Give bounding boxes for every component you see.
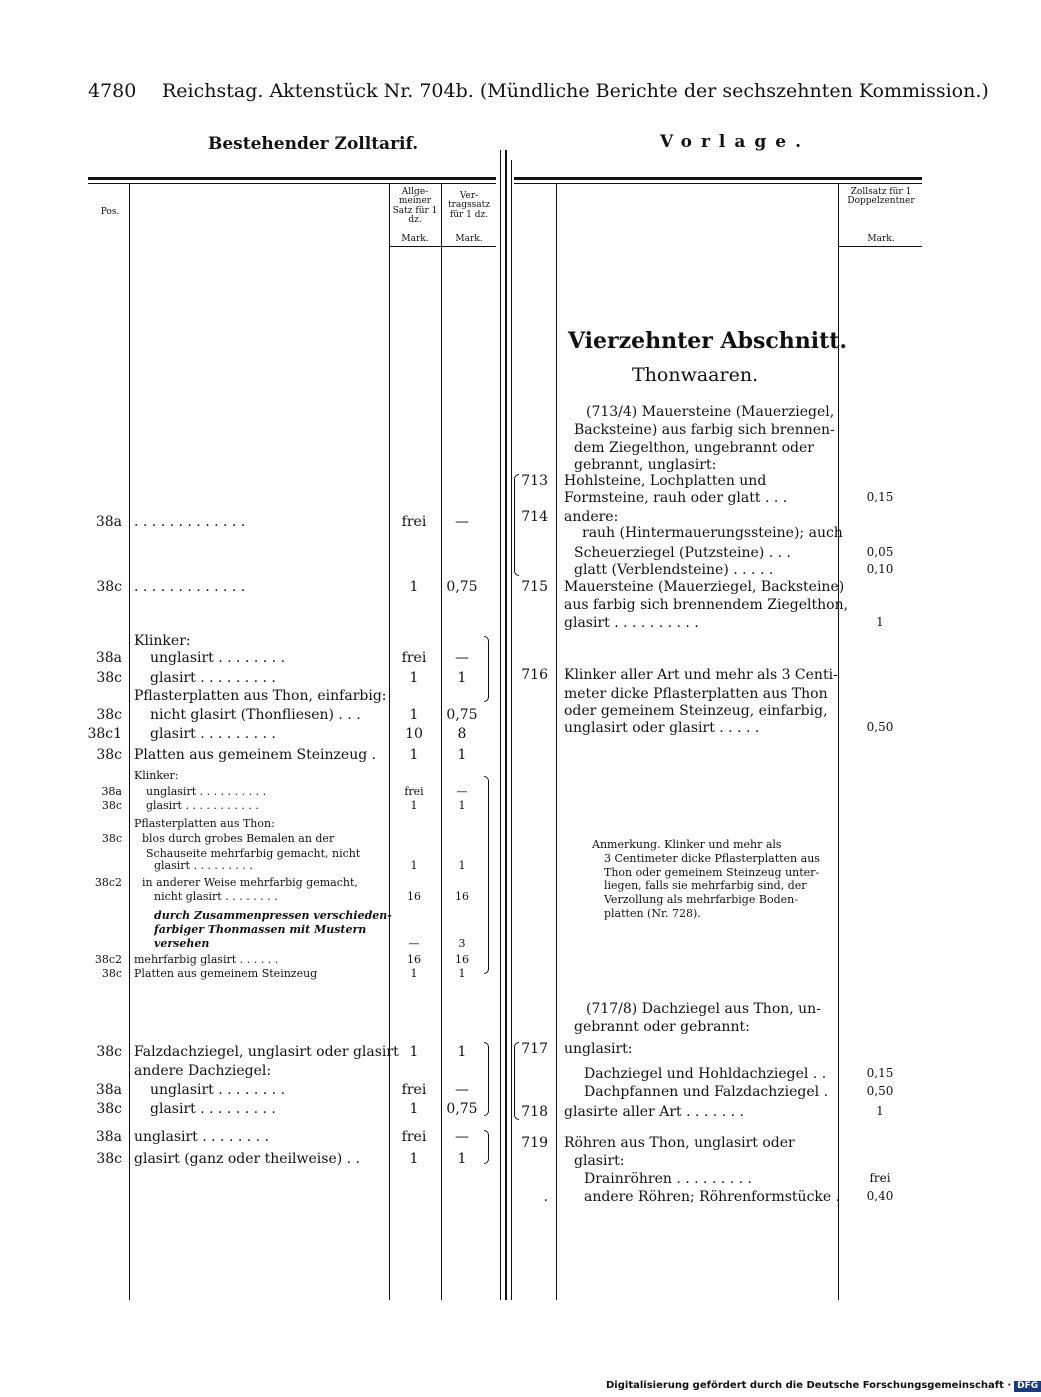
col-treaty-header: Ver-tragssatz für 1 dz.	[447, 191, 490, 220]
row-text: Schauseite mehrfarbig gemacht, nicht	[146, 847, 361, 860]
row-treaty-rate: 0,75	[446, 707, 478, 723]
brace	[514, 1042, 519, 1120]
line-text: (717/8) Dachziegel aus Thon, un-	[586, 1001, 821, 1017]
row-pos: 38a	[101, 785, 122, 798]
row-text: Platten aus gemeinem Steinzeug	[134, 967, 318, 980]
line-text: unglasirt oder glasirt . . . . .	[564, 720, 760, 736]
row-text: glasirt (ganz oder theilweise) . .	[134, 1151, 361, 1167]
row-pos: 38a	[95, 1129, 122, 1145]
line-number: 713	[521, 473, 548, 489]
row-treaty-rate: 1	[457, 670, 467, 686]
row-text: unglasirt . . . . . . . .	[150, 1082, 286, 1098]
row-text: glasirt . . . . . . . . .	[150, 670, 276, 686]
row-text: glasirt . . . . . . . . .	[154, 859, 253, 872]
line-number: .	[543, 1189, 548, 1205]
row-general-rate: frei	[404, 785, 424, 798]
line-rate: 0,10	[866, 562, 894, 576]
row-text: mehrfarbig glasirt . . . . . .	[134, 953, 279, 966]
row-general-rate: 1	[409, 1101, 419, 1117]
row-text: unglasirt . . . . . . . . . .	[146, 785, 267, 798]
annotation-note	[592, 838, 820, 921]
row-pos: 38a	[95, 1082, 122, 1098]
line-text: Drainröhren . . . . . . . . .	[584, 1171, 752, 1187]
row-general-rate: 1	[410, 859, 418, 872]
line-text: glatt (Verblendsteine) . . . . .	[574, 562, 774, 578]
note-line: Thon oder gemeinem Steinzeug unter-	[604, 865, 820, 879]
line-rate: 0,05	[866, 545, 894, 559]
row-text: versehen	[154, 937, 210, 950]
col-treaty-unit: Mark.	[455, 234, 483, 244]
row-text: Klinker:	[134, 633, 191, 649]
row-general-rate: frei	[401, 1082, 427, 1098]
center-divider-c	[511, 160, 512, 1300]
line-rate: 0,50	[866, 1084, 894, 1098]
row-treaty-rate: —	[456, 785, 468, 798]
row-general-rate: 16	[407, 890, 421, 903]
row-treaty-rate: 1	[458, 967, 466, 980]
row-text: farbiger Thonmassen mit Mustern	[154, 923, 367, 936]
line-text: dem Ziegelthon, ungebrannt oder	[574, 440, 814, 456]
row-general-rate: 10	[405, 726, 423, 742]
section-heading: Vierzehnter Abschnitt.	[568, 328, 848, 354]
note-line: Anmerkung. Klinker und mehr als	[592, 838, 782, 851]
row-general-rate: frei	[401, 1129, 427, 1145]
right-title: Vorlage.	[660, 132, 811, 152]
note-line: platten (Nr. 728).	[604, 906, 701, 920]
row-treaty-rate: 16	[455, 953, 469, 966]
line-text: Dachpfannen und Falzdachziegel .	[584, 1084, 829, 1100]
left-title: Bestehender Zolltarif.	[208, 134, 419, 154]
line-text: glasirte aller Art . . . . . . .	[564, 1104, 744, 1120]
line-text: gebrannt oder gebrannt:	[574, 1019, 750, 1035]
brace	[484, 1042, 489, 1116]
col-general-header: Allge-meiner Satz für 1 dz.	[392, 187, 438, 226]
line-rate: 0,50	[866, 720, 894, 734]
running-title: Reichstag. Aktenstück Nr. 704b. (Mündliche Berichte der sechszehnten Kommission.)	[162, 80, 989, 102]
footer	[606, 1381, 1041, 1392]
row-pos: 38c	[101, 967, 122, 980]
row-general-rate: 1	[409, 670, 419, 686]
page-number: 4780	[88, 80, 137, 102]
line-text: aus farbig sich brennendem Ziegelthon,	[564, 597, 849, 613]
row-treaty-rate: 0,75	[446, 1101, 478, 1117]
row-text: andere Dachziegel:	[134, 1063, 272, 1079]
col-rate-header: Zollsatz für 1 Doppelzentner	[847, 187, 915, 207]
row-pos: 38a	[95, 514, 122, 530]
note-line: liegen, falls sie mehrfarbig sind, der	[604, 879, 807, 893]
line-text: (713/4) Mauersteine (Mauerziegel,	[586, 404, 835, 420]
row-text: nicht glasirt . . . . . . . .	[154, 890, 278, 903]
row-pos: 38c	[96, 1151, 122, 1167]
row-pos: 38c	[101, 832, 122, 845]
line-text: andere Röhren; Röhrenformstücke .	[584, 1189, 841, 1205]
row-text: Platten aus gemeinem Steinzeug .	[134, 747, 377, 763]
row-general-rate: 1	[409, 1151, 419, 1167]
row-treaty-rate: 16	[455, 890, 469, 903]
row-treaty-rate: 1	[457, 1044, 467, 1060]
col-pos-header: Pos.	[100, 207, 120, 217]
row-pos: 38a	[95, 650, 122, 666]
left-top-rule	[88, 177, 496, 180]
left-pos-col-line	[129, 184, 130, 1300]
row-pos: 38c	[96, 579, 122, 595]
brace	[484, 776, 489, 974]
line-rate: 0,15	[866, 490, 894, 504]
row-pos: 38c2	[94, 876, 122, 889]
row-pos: 38c	[96, 1044, 122, 1060]
line-text: Formsteine, rauh oder glatt . . .	[564, 490, 788, 506]
line-text: Mauersteine (Mauerziegel, Backsteine)	[564, 579, 845, 595]
row-general-rate: 1	[409, 707, 419, 723]
center-divider-b	[505, 150, 507, 1300]
row-text: glasirt . . . . . . . . .	[150, 726, 276, 742]
center-divider-a	[500, 150, 501, 1300]
row-treaty-rate: 0,75	[446, 579, 478, 595]
row-treaty-rate: 1	[458, 859, 466, 872]
right-unit-rule	[838, 246, 922, 247]
line-number: 717	[521, 1041, 548, 1057]
row-general-rate: 16	[407, 953, 421, 966]
line-text: glasirt . . . . . . . . . .	[564, 615, 699, 631]
brace	[484, 636, 489, 702]
line-rate: 0,40	[866, 1189, 894, 1203]
line-text: Hohlsteine, Lochplatten und	[564, 473, 767, 489]
note-line: Verzollung als mehrfarbige Boden-	[604, 893, 798, 906]
line-text: glasirt:	[574, 1153, 625, 1169]
right-top-rule-thin	[514, 183, 922, 184]
left-gen-col-line	[389, 184, 390, 1300]
row-text: . . . . . . . . . . . . .	[134, 579, 246, 595]
line-text: Scheuerziegel (Putzsteine) . . .	[574, 545, 791, 561]
row-text: Pflasterplatten aus Thon:	[134, 817, 275, 830]
line-number: 715	[521, 579, 548, 595]
line-number: 718	[521, 1104, 548, 1120]
right-top-rule	[514, 177, 922, 180]
row-general-rate: frei	[401, 650, 427, 666]
line-number: 716	[521, 667, 548, 683]
row-treaty-rate: 8	[457, 726, 467, 742]
line-text: gebrannt, unglasirt:	[574, 457, 717, 473]
row-pos: 38c	[96, 707, 122, 723]
row-text: glasirt . . . . . . . . .	[150, 1101, 276, 1117]
line-rate: 0,15	[866, 1066, 894, 1080]
right-no-col-line	[556, 184, 557, 1300]
row-text: durch Zusammenpressen verschieden-	[154, 909, 392, 922]
left-top-rule-thin	[88, 183, 496, 184]
dfg-logo: DFG	[1014, 1381, 1041, 1392]
row-pos: 38c	[101, 799, 122, 812]
row-pos: 38c	[96, 670, 122, 686]
col-rate-unit: Mark.	[867, 234, 895, 244]
note-line: 3 Centimeter dicke Pflasterplatten aus	[604, 851, 820, 865]
footer-text: Digitalisierung gefördert durch die Deutsche Forschungsgemeinschaft ·	[606, 1380, 1012, 1391]
row-text: nicht glasirt (Thonfliesen) . . .	[150, 707, 361, 723]
row-treaty-rate: —	[455, 514, 469, 530]
row-text: in anderer Weise mehrfarbig gemacht,	[142, 876, 358, 889]
subsection-heading: Thonwaaren.	[632, 364, 759, 386]
brace	[484, 1130, 489, 1164]
row-treaty-rate: 1	[457, 1151, 467, 1167]
row-general-rate: frei	[401, 514, 427, 530]
row-text: unglasirt . . . . . . . .	[150, 650, 286, 666]
row-treaty-rate: —	[455, 650, 469, 666]
left-unit-rule	[389, 246, 496, 247]
row-treaty-rate: 1	[457, 747, 467, 763]
line-number: 719	[521, 1135, 548, 1151]
row-general-rate: 1	[409, 579, 419, 595]
line-rate: 1	[876, 615, 884, 629]
line-text: meter dicke Pflasterplatten aus Thon	[564, 686, 828, 702]
line-text: Klinker aller Art und mehr als 3 Centi-	[564, 667, 838, 683]
row-general-rate: 1	[409, 747, 419, 763]
row-treaty-rate: 1	[458, 799, 466, 812]
row-text: Klinker:	[134, 769, 179, 782]
row-general-rate: 1	[410, 799, 418, 812]
row-treaty-rate: —	[455, 1082, 469, 1098]
line-rate: 1	[876, 1104, 884, 1118]
row-text: Falzdachziegel, unglasirt oder glasirt	[134, 1044, 399, 1060]
line-text: unglasirt:	[564, 1041, 633, 1057]
line-text: rauh (Hintermauerungssteine); auch	[582, 525, 843, 541]
row-general-rate: 1	[410, 967, 418, 980]
row-text: unglasirt . . . . . . . .	[134, 1129, 270, 1145]
row-pos: 38c1	[87, 726, 122, 742]
col-general-unit: Mark.	[401, 234, 429, 244]
row-text: blos durch grobes Bemalen an der	[142, 832, 335, 845]
row-text: Pflasterplatten aus Thon, einfarbig:	[134, 688, 387, 704]
row-text: . . . . . . . . . . . . .	[134, 514, 246, 530]
line-text: Dachziegel und Hohldachziegel . .	[584, 1066, 827, 1082]
row-pos: 38c2	[94, 953, 122, 966]
line-text: andere:	[564, 509, 619, 525]
line-text: Backsteine) aus farbig sich brennen-	[574, 422, 835, 438]
row-general-rate: —	[408, 937, 420, 950]
line-text: oder gemeinem Steinzeug, einfarbig,	[564, 703, 828, 719]
brace	[514, 474, 519, 576]
line-text: Röhren aus Thon, unglasirt oder	[564, 1135, 795, 1151]
row-pos: 38c	[96, 1101, 122, 1117]
row-text: glasirt . . . . . . . . . . .	[146, 799, 259, 812]
row-general-rate: 1	[409, 1044, 419, 1060]
row-treaty-rate: —	[455, 1129, 469, 1145]
row-treaty-rate: 3	[458, 937, 466, 950]
line-number: 714	[521, 509, 548, 525]
left-treaty-col-line	[441, 184, 442, 1300]
row-pos: 38c	[96, 747, 122, 763]
line-rate: frei	[869, 1171, 891, 1185]
